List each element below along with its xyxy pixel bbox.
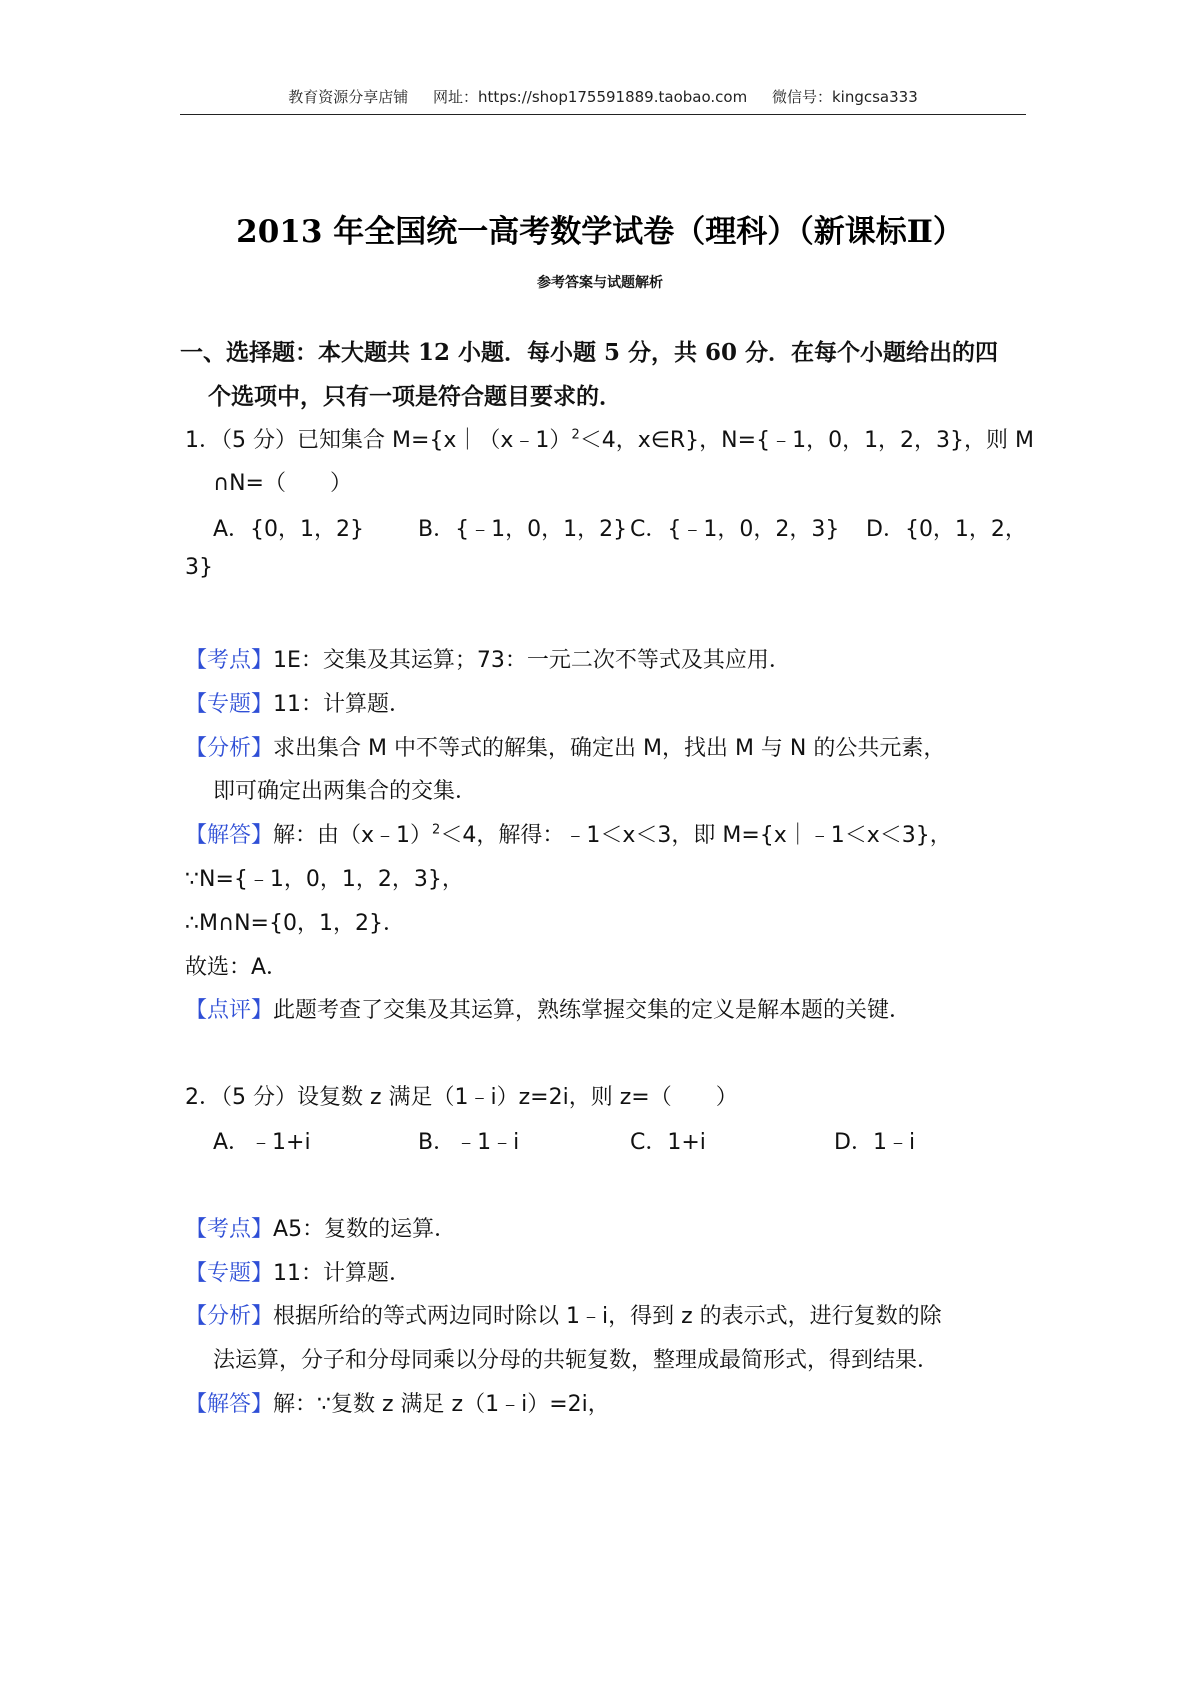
- q1-option-c: C．{﹣1，0，2，3}: [630, 517, 840, 542]
- q1-dianping: [185, 993, 911, 1024]
- fenxi-label: 【分析】: [185, 736, 274, 761]
- document-subtitle: 参考答案与试题解析: [537, 275, 663, 291]
- q2-zhuanti: [185, 1256, 411, 1287]
- q1-step-1: ∵N={﹣1，0，1，2，3}，: [185, 867, 464, 892]
- zhuanti-label: 【专题】: [185, 692, 274, 717]
- q1-stem-part-b: ＜4，x∈R}，N={﹣1，0，1，2，3}，则 M: [579, 428, 1035, 453]
- q1-dianping-text: 此题考查了交集及其运算，熟练掌握交集的定义是解本题的关键．: [273, 998, 912, 1023]
- q1-jieda-part-b: ＜4，解得：﹣1＜x＜3，即 M={x｜﹣1＜x＜3}，: [440, 823, 952, 848]
- q1-option-b: B．{﹣1，0，1，2}: [418, 517, 628, 542]
- q1-kaodian-text: 1E：交集及其运算；73：一元二次不等式及其应用．: [273, 648, 791, 673]
- q1-stem-part-a: 1．（5 分）已知集合 M={x｜（x﹣1）: [185, 428, 572, 453]
- q1-zhuanti-text: 11：计算题．: [273, 692, 412, 717]
- q1-zhuanti: [185, 687, 411, 718]
- header-shop: 教育资源分享店铺: [288, 88, 409, 106]
- kaodian-label: 【考点】: [185, 648, 274, 673]
- q1-option-d-continued: 3}: [185, 555, 213, 580]
- q2-option-b: B．﹣1﹣i: [418, 1130, 520, 1155]
- jieda-label: 【解答】: [185, 1392, 274, 1417]
- q1-option-d: D．{0，1，2，: [866, 517, 1027, 542]
- q2-zhuanti-text: 11：计算题．: [273, 1261, 412, 1286]
- q1-choice: 故选：A．: [185, 955, 289, 980]
- q1-jieda-exponent: 2: [432, 822, 441, 838]
- kaodian-label: 【考点】: [185, 1217, 274, 1242]
- header-wechat: 微信号：kingcsa333: [771, 88, 918, 106]
- q1-fenxi-text-1: 求出集合 M 中不等式的解集，确定出 M，找出 M 与 N 的公共元素，: [273, 736, 946, 761]
- zhuanti-label: 【专题】: [185, 1261, 274, 1286]
- q2-jieda-text: 解：∵复数 z 满足 z（1﹣i）=2i，: [273, 1392, 610, 1417]
- q2-fenxi-text-2: 法运算，分子和分母同乘以分母的共轭复数，整理成最简形式，得到结果．: [213, 1348, 940, 1373]
- q1-fenxi-text-2: 即可确定出两集合的交集．: [213, 779, 478, 804]
- q1-stem-exponent: 2: [571, 427, 580, 443]
- section-heading-line-2: 个选项中，只有一项是符合题目要求的．: [208, 383, 622, 410]
- q1-stem-line-2: ∩N=（ ）: [213, 471, 352, 496]
- q1-fenxi: [185, 731, 945, 762]
- q1-option-a: A．{0，1，2}: [213, 517, 365, 542]
- page-header: [180, 86, 1026, 115]
- q1-step-2: ∴M∩N={0，1，2}．: [185, 911, 405, 936]
- q2-option-d: D．1﹣i: [834, 1130, 916, 1155]
- q2-fenxi-text-1: 根据所给的等式两边同时除以 1﹣i，得到 z 的表示式，进行复数的除: [273, 1304, 942, 1329]
- q1-stem: [185, 423, 1034, 454]
- q2-stem: 2．（5 分）设复数 z 满足（1﹣i）z=2i，则 z=（ ）: [185, 1085, 738, 1110]
- q1-kaodian: [185, 643, 791, 674]
- jieda-label: 【解答】: [185, 823, 274, 848]
- dianping-label: 【点评】: [185, 998, 274, 1023]
- q2-fenxi: [185, 1299, 942, 1330]
- q2-kaodian: [185, 1212, 456, 1243]
- q2-jieda: [185, 1387, 610, 1418]
- document-title: 2013 年全国统一高考数学试卷（理科）（新课标Ⅱ）: [236, 214, 964, 250]
- header-site: 网址：https://shop175591889.taobao.com: [433, 88, 748, 106]
- q2-option-c: C．1+i: [630, 1130, 706, 1155]
- q1-jieda-part-a: 解：由（x﹣1）: [273, 823, 433, 848]
- q2-option-a: A．﹣1+i: [213, 1130, 311, 1155]
- q1-jieda: [185, 818, 952, 849]
- section-heading-line-1: 一、选择题：本大题共 12 小题．每小题 5 分，共 60 分．在每个小题给出的四: [180, 339, 999, 366]
- fenxi-label: 【分析】: [185, 1304, 274, 1329]
- q2-kaodian-text: A5：复数的运算．: [273, 1217, 457, 1242]
